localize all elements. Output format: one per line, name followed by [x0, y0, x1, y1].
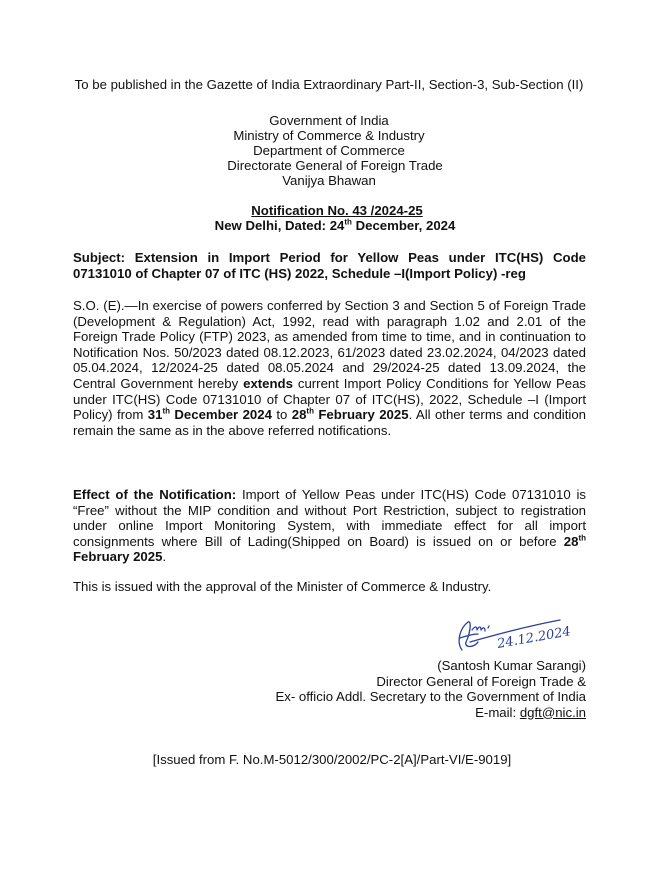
- main-paragraph: S.O. (E).—In exercise of powers conferred by Section 3 and Section 5 of Foreign Trade (Development & Regulation) Act, 1992, read with paragraph 1.02 and 2.01 of the Foreign Trade Policy (FTP) 2023, as amended from time to time, and in continuation to Notification Nos. 50/2023 dated 08.12.2023, 61/2023 dated 23.02.2024, 04/2023 dated 05.04.2024, 12/2024-25 dated 08.05.2024 and 29/2024-25 dated 13.09.2024, the Central Government hereby extends current Import Policy Conditions for Yellow Peas under ITC(HS) Code 07131010 of Chapter 07 of ITC(HS), 2022, Schedule –I (Import Policy) from 31th December 2024 to 28th February 2025. All other terms and condition remain the same as in the above referred notifications.: [73, 298, 587, 438]
- subject-line-1: Subject: Extension in Import Period for Yellow Peas under ITC(HS) Code: [73, 250, 586, 265]
- notification-heading: [0, 203, 658, 233]
- handwritten-signature: [448, 612, 588, 656]
- department-name: Department of Commerce: [253, 143, 405, 158]
- signatory-block: [275, 658, 586, 720]
- gazette-line: To be published in the Gazette of India Extraordinary Part-II, Section-3, Sub-Section (II): [74, 77, 584, 92]
- notification-date: New Delhi, Dated: 24th December, 2024: [214, 217, 456, 233]
- signatory-title-1: Director General of Foreign Trade &: [376, 673, 586, 689]
- notification-number: Notification No. 43 /2024-25: [251, 203, 423, 218]
- approval-paragraph: This is issued with the approval of the Minister of Commerce & Industry.: [73, 579, 492, 594]
- directorate-name: Directorate General of Foreign Trade: [227, 158, 443, 173]
- building-name: Vanijya Bhawan: [282, 173, 376, 188]
- issuing-authority-block: [0, 113, 658, 188]
- signature-icon: [448, 612, 588, 656]
- signatory-email: E-mail: dgft@nic.in: [475, 704, 586, 720]
- effect-paragraph: Effect of the Notification: Import of Yellow Peas under ITC(HS) Code 07131010 is “Free” without the MIP condition and without Port Restriction, subject to registration under online Import Monitoring System, with immediate effect for all import consignments where Bill of Lading(Shipped on Board) is issued on or before 28th February 2025.: [73, 487, 586, 565]
- svg-text:24.12.2024: 24.12.2024: [496, 624, 573, 652]
- subject-line-2: 07131010 of Chapter 07 of ITC (HS) 2022, Schedule –I(Import Policy) -reg: [73, 265, 526, 281]
- government-name: Government of India: [269, 113, 389, 128]
- signatory-name: (Santosh Kumar Sarangi): [437, 658, 586, 673]
- ministry-name: Ministry of Commerce & Industry: [233, 128, 425, 143]
- subject-line: [73, 250, 586, 281]
- signatory-title-2: Ex- officio Addl. Secretary to the Government of India: [275, 689, 586, 704]
- file-number: [Issued from F. No.M-5012/300/2002/PC-2[A]/Part-VI/E-9019]: [152, 752, 512, 767]
- email-link[interactable]: dgft@nic.in: [519, 704, 586, 720]
